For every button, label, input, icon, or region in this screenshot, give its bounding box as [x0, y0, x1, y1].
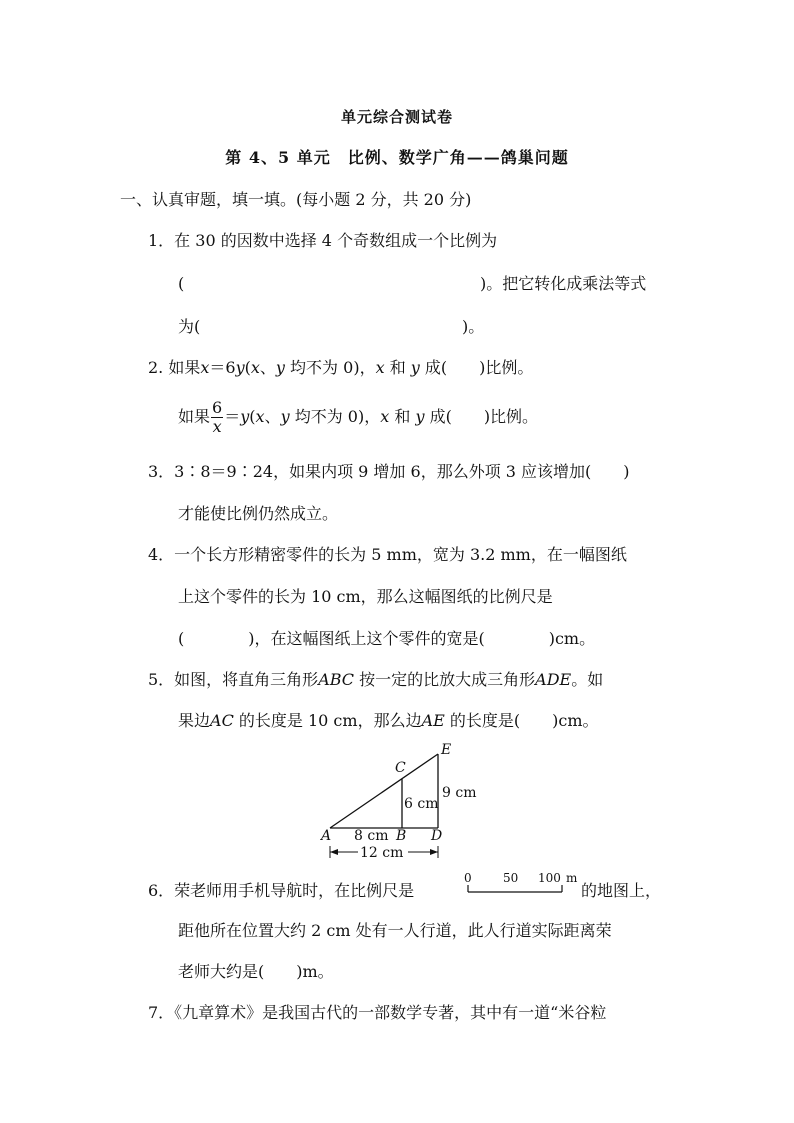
page-title: 单元综合测试卷 — [340, 108, 453, 126]
q5-text: 。如 — [571, 670, 604, 689]
q2-text: 、 — [259, 358, 276, 377]
q2-var: x — [380, 407, 390, 426]
length-ab: 8 cm — [354, 828, 389, 844]
scale-label-100: 100 — [538, 871, 561, 885]
q2-text: ＝ — [224, 407, 241, 426]
q2-text: 均不为 0)， — [289, 407, 381, 426]
question-3-line-2: 才能使比例仍然成立。 — [178, 504, 339, 523]
question-4-line-2: 上这个零件的长为 10 cm，那么这幅图纸的比例尺是 — [178, 587, 553, 606]
question-6-line-2: 距他所在位置大约 2 cm 处有一人行道，此人行道实际距离荣 — [178, 921, 612, 940]
fraction-denominator: x — [212, 417, 222, 436]
question-2-line-2 — [178, 397, 538, 437]
question-2-line-1 — [148, 357, 533, 379]
q2-text: 均不为 0)， — [284, 358, 376, 377]
q2-text: ＝6 — [209, 358, 236, 377]
question-1-line-1: 1．在 30 的因数中选择 4 个奇数组成一个比例为 — [148, 231, 498, 250]
fraction — [211, 399, 223, 436]
label-d: D — [431, 828, 443, 844]
question-1-answer-blank-2: 为( — [178, 317, 201, 336]
question-1-line-2: )。把它转化成乘法等式 — [480, 274, 647, 293]
question-5-line-2 — [178, 710, 599, 732]
q5-var: ADE — [535, 670, 572, 689]
scale-bar — [462, 868, 580, 898]
question-6-line-3: 老师大约是( )m。 — [178, 962, 334, 981]
question-6-line-1: 6．荣老师用手机导航时，在比例尺是 — [148, 881, 415, 900]
scale-label-0: 0 — [464, 871, 472, 885]
question-5-line-1 — [148, 669, 603, 691]
question-6-line-1-end: 的地图上， — [581, 881, 662, 900]
question-4-line-1: 4．一个长方形精密零件的长为 5 mm，宽为 3.2 mm，在一幅图纸 — [148, 545, 627, 564]
q2-text: ( — [249, 407, 256, 426]
q5-text: 5．如图，将直角三角形 — [148, 670, 319, 689]
q5-text: 果边 — [178, 711, 211, 730]
q2-text: 成( )比例。 — [424, 407, 539, 426]
edge-ae — [330, 754, 438, 828]
q5-text: 的长度是 10 cm，那么边 — [233, 711, 422, 730]
scale-unit: m — [566, 871, 578, 885]
q2-var: y — [410, 358, 420, 377]
question-3-line-1: 3．3∶8＝9∶24，如果内项 9 增加 6，那么外项 3 应该增加( ) — [148, 462, 630, 481]
q2-var: x — [375, 358, 385, 377]
q2-var: x — [255, 407, 265, 426]
length-ed: 9 cm — [442, 785, 477, 801]
q2-var: y — [275, 358, 285, 377]
q2-text: 如果 — [178, 407, 211, 426]
q2-var: x — [250, 358, 260, 377]
q2-text: 和 — [389, 407, 416, 426]
q5-text: 的长度是( )cm。 — [444, 711, 599, 730]
arrow-head-left — [330, 849, 338, 855]
q2-var: y — [240, 407, 250, 426]
question-4-line-3: ( )，在这幅图纸上这个零件的宽是( )cm。 — [178, 629, 596, 648]
label-b: B — [396, 828, 407, 844]
q5-var: AE — [421, 711, 445, 730]
triangle-figure — [320, 742, 490, 864]
scale-label-50: 50 — [503, 871, 519, 885]
q5-var: AC — [210, 711, 234, 730]
q2-var: x — [200, 358, 210, 377]
q2-text: 2. 如果 — [148, 358, 201, 377]
arrow-head-right — [430, 849, 438, 855]
label-a: A — [321, 828, 332, 844]
q2-var: y — [235, 358, 245, 377]
length-ad: 12 cm — [360, 845, 404, 861]
section-heading: 一、认真审题，填一填。(每小题 2 分，共 20 分) — [120, 190, 472, 209]
label-e: E — [441, 742, 452, 758]
fraction-numerator: 6 — [212, 398, 223, 417]
q5-text: 按一定的比放大成三角形 — [354, 670, 536, 689]
q2-var: y — [415, 407, 425, 426]
label-c: C — [395, 760, 406, 776]
q2-text: 成( )比例。 — [419, 358, 534, 377]
q2-var: y — [280, 407, 290, 426]
q2-text: 和 — [384, 358, 411, 377]
q5-var: ABC — [318, 670, 355, 689]
page-subtitle: 第 4、5 单元 比例、数学广角——鸽巢问题 — [225, 148, 569, 167]
question-1-line-3: )。 — [462, 317, 485, 336]
q2-text: 、 — [264, 407, 281, 426]
length-cb: 6 cm — [404, 796, 439, 812]
question-1-answer-blank-1: ( — [178, 274, 185, 293]
question-7-line-1: 7．《九章算术》是我国古代的一部数学专著，其中有一道“米谷粒 — [148, 1003, 607, 1022]
q2-text: ( — [244, 358, 251, 377]
